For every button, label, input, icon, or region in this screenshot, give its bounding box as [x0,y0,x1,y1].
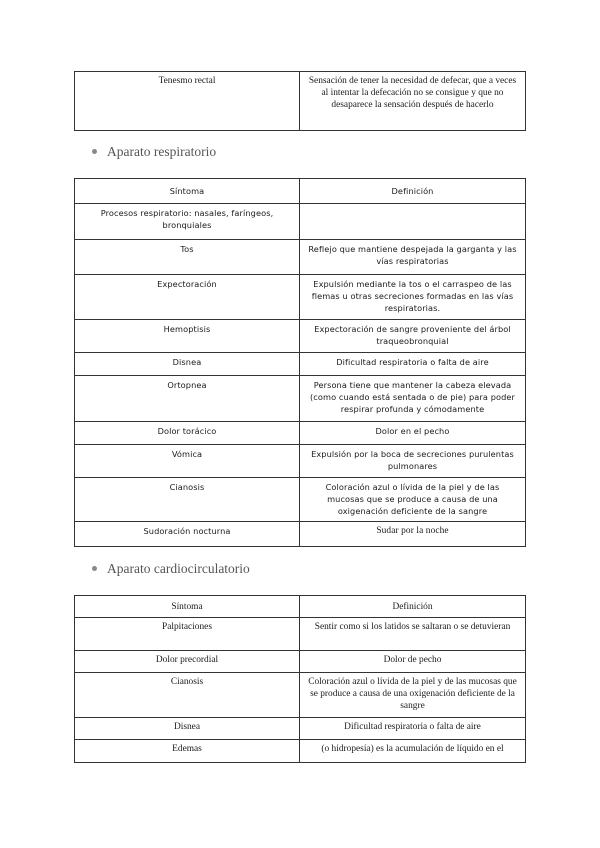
definition-cell: Reflejo que mantiene despejada la garganta y las vías respiratorias [300,240,526,275]
symptom-cell: Disnea [75,353,300,376]
header-definition: Definición [300,179,526,204]
definition-cell: Sensación de tener la necesidad de defecar, que a veces al intentar la defecación no se consigue y que no desaparece la sensación después de hacerlo [300,72,526,131]
table-row [75,718,526,740]
respiratory-table [74,178,526,547]
table-row [75,651,526,673]
symptom-cell: Tos [75,240,300,275]
symptom-cell: Procesos respiratorio: nasales, faríngeos, bronquiales [75,204,300,240]
table-row [75,740,526,763]
definition-cell: Expulsión por la boca de secreciones purulentas pulmonares [300,445,526,478]
symptom-cell: Tenesmo rectal [75,72,300,131]
definition-cell: Coloración azul o lívida de la piel y de las mucosas que se produce a causa de una oxigenación deficiente de la sangre [300,478,526,522]
symptom-cell: Ortopnea [75,376,300,422]
definition-cell: Sentir como si los latidos se saltaran o se detuvieran [300,618,526,651]
symptom-cell: Cianosis [75,673,300,718]
bullet-icon [92,149,97,154]
table-row [75,478,526,522]
table-row [75,320,526,353]
table-header-row [75,179,526,204]
symptom-cell: Edemas [75,740,300,763]
definition-cell: Dificultad respiratoria o falta de aire [300,718,526,740]
table-row [75,445,526,478]
symptom-cell: Dolor precordial [75,651,300,673]
table-row [75,353,526,376]
symptom-cell: Expectoración [75,275,300,320]
table-row [75,204,526,240]
table-row [75,240,526,275]
header-definition: Definición [300,596,526,618]
definition-cell: Expectoración de sangre proveniente del árbol traqueobronquial [300,320,526,353]
bullet-icon [92,566,97,571]
symptom-cell: Cianosis [75,478,300,522]
symptom-cell: Dolor torácico [75,422,300,445]
section-heading-respiratorio: Aparato respiratorio [92,144,216,160]
definition-cell: Persona tiene que mantener la cabeza elevada (como cuando está sentada o de pie) para poder respirar profunda y cómodamente [300,376,526,422]
symptom-cell: Disnea [75,718,300,740]
symptom-cell: Palpitaciones [75,618,300,651]
definition-cell [300,204,526,240]
definition-cell: Dolor en el pecho [300,422,526,445]
definition-cell: Sudar por la noche [300,522,526,547]
cardio-table [74,595,526,763]
definition-cell: (o hidropesía) es la acumulación de líquido en el [300,740,526,763]
definition-cell: Dificultad respiratoria o falta de aire [300,353,526,376]
table-row [75,72,526,131]
definition-cell: Dolor de pecho [300,651,526,673]
section-heading-cardiocirculatorio: Aparato cardiocirculatorio [92,561,250,577]
table-row [75,376,526,422]
table-row [75,673,526,718]
symptom-cell: Hemoptisis [75,320,300,353]
symptom-cell: Vómica [75,445,300,478]
table-header-row [75,596,526,618]
table-row [75,275,526,320]
symptom-cell: Sudoración nocturna [75,522,300,547]
header-symptom: Síntoma [75,179,300,204]
table-row [75,422,526,445]
digestive-table-continuation [74,71,526,131]
definition-cell: Coloración azul o lívida de la piel y de las mucosas que se produce a causa de una oxigenación deficiente de la sangre [300,673,526,718]
table-row [75,522,526,547]
header-symptom: Síntoma [75,596,300,618]
definition-cell: Expulsión mediante la tos o el carraspeo de las flemas u otras secreciones formadas en las vías respiratorias. [300,275,526,320]
table-row [75,618,526,651]
